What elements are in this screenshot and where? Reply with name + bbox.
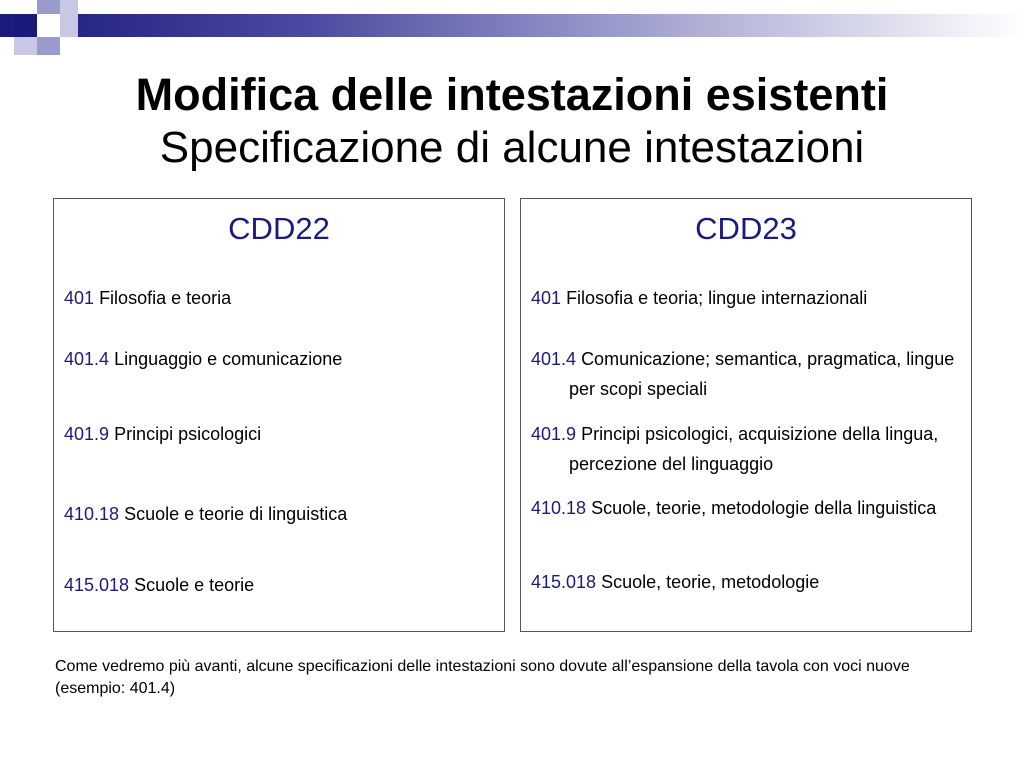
list-item: 415.018 Scuole e teorie (64, 575, 255, 595)
decor-square (60, 14, 78, 37)
list-item: 401.4 Linguaggio e comunicazione (64, 349, 343, 369)
header-band (0, 14, 1024, 37)
decor-square (37, 14, 60, 37)
list-item: 415.018 Scuole, teorie, metodologie (531, 572, 820, 592)
list-item: 401 Filosofia e teoria (64, 288, 232, 308)
decor-square (14, 14, 37, 37)
cdd22-heading: CDD22 (228, 211, 330, 246)
decor-square (37, 37, 60, 55)
list-item: 401.4 Comunicazione; semantica, pragmatica, lingue per scopi speciali (531, 349, 955, 399)
cdd23-box (520, 198, 972, 632)
list-item: 401.9 Principi psicologici (64, 424, 262, 444)
slide-title: Modifica delle intestazioni esistenti (135, 69, 889, 120)
decor-square (37, 0, 60, 14)
cdd23-heading: CDD23 (695, 211, 797, 246)
list-item: 401.9 Principi psicologici, acquisizione della lingua, percezione del linguaggio (531, 424, 939, 474)
decor-square (60, 0, 78, 14)
cdd22-box (53, 198, 505, 632)
list-item: 401 Filosofia e teoria; lingue internazionali (531, 288, 868, 308)
footnote: Come vedremo più avanti, alcune specificazioni delle intestazioni sono dovute all’espansione della tavola con voci nuove (esempio: 401.4) (55, 658, 910, 697)
slide-subtitle: Specificazione di alcune intestazioni (159, 123, 865, 172)
list-item: 410.18 Scuole e teorie di linguistica (64, 504, 348, 524)
list-item: 410.18 Scuole, teorie, metodologie della linguistica (531, 498, 937, 518)
decor-square (14, 37, 37, 55)
